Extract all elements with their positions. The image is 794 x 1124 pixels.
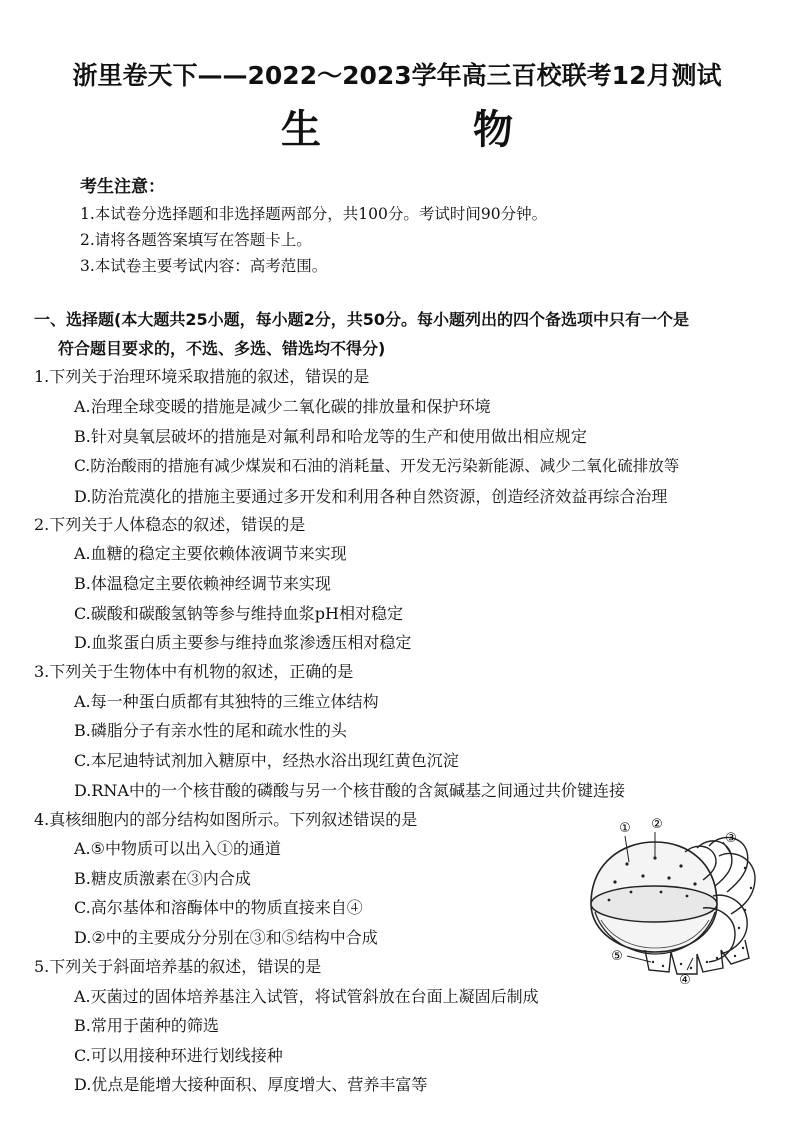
option: D.血浆蛋白质主要参与维持血浆渗透压相对稳定 xyxy=(74,633,412,652)
option: B.常用于菌种的筛选 xyxy=(74,1016,219,1035)
question-stem: 1.下列关于治理环境采取措施的叙述，错误的是 xyxy=(34,367,370,386)
figure-label-2: ② xyxy=(651,817,663,832)
option: A.血糖的稳定主要依赖体液调节来实现 xyxy=(74,544,347,563)
question-stem: 2.下列关于人体稳态的叙述，错误的是 xyxy=(34,515,306,534)
cell-structure-figure xyxy=(585,812,765,990)
notice-item: 3.本试卷主要考试内容：高考范围。 xyxy=(80,257,328,275)
section-heading-cont: 符合题目要求的，不选、多选、错选均不得分) xyxy=(58,339,386,358)
option: A.每一种蛋白质都有其独特的三维立体结构 xyxy=(74,692,379,711)
exam-title: 浙里卷天下——2022～2023学年高三百校联考12月测试 xyxy=(72,61,722,90)
option: D.防治荒漠化的措施主要通过多开发和利用各种自然资源，创造经济效益再综合治理 xyxy=(74,487,668,506)
option: D.RNA中的一个核苷酸的磷酸与另一个核苷酸的含氮碱基之间通过共价键连接 xyxy=(74,781,625,800)
question-stem: 5.下列关于斜面培养基的叙述，错误的是 xyxy=(34,957,322,976)
option: D.优点是能增大接种面积、厚度增大、营养丰富等 xyxy=(74,1075,428,1094)
nucleus-drawing xyxy=(591,842,717,954)
option: C.防治酸雨的措施有减少煤炭和石油的消耗量、开发无污染新能源、减少二氧化硫排放等 xyxy=(74,457,680,475)
figure-label-1: ① xyxy=(619,821,631,836)
option: C.本尼迪特试剂加入糖原中，经热水浴出现红黄色沉淀 xyxy=(74,751,459,770)
option: B.糖皮质激素在③内合成 xyxy=(74,869,251,888)
figure-label-3: ③ xyxy=(725,831,737,846)
option: C.可以用接种环进行划线接种 xyxy=(74,1046,283,1065)
option: B.针对臭氧层破坏的措施是对氟利昂和哈龙等的生产和使用做出相应规定 xyxy=(74,427,587,446)
figure-label-4: ④ xyxy=(679,973,691,988)
option: C.高尔基体和溶酶体中的物质直接来自④ xyxy=(74,898,363,917)
option: B.磷脂分子有亲水性的尾和疏水性的头 xyxy=(74,721,347,740)
notice-item: 1.本试卷分选择题和非选择题两部分，共100分。考试时间90分钟。 xyxy=(80,205,548,223)
figure-label-5: ⑤ xyxy=(611,949,623,964)
section-heading: 一、选择题(本大题共25小题，每小题2分，共50分。每小题列出的四个备选项中只有一个是 xyxy=(34,310,689,329)
option: A.灭菌过的固体培养基注入试管，将试管斜放在台面上凝固后制成 xyxy=(74,987,539,1006)
notice-item: 2.请将各题答案填写在答题卡上。 xyxy=(80,231,312,249)
option: C.碳酸和碳酸氢钠等参与维持血浆pH相对稳定 xyxy=(74,604,403,623)
notice-heading: 考生注意： xyxy=(80,177,165,197)
subject-title: 生 物 xyxy=(281,107,569,153)
question-stem: 3.下列关于生物体中有机物的叙述，正确的是 xyxy=(34,662,354,681)
option: A.⑤中物质可以出入①的通道 xyxy=(74,839,281,858)
option: D.②中的主要成分分别在③和⑤结构中合成 xyxy=(74,928,378,947)
option: A.治理全球变暖的措施是减少二氧化碳的排放量和保护环境 xyxy=(74,397,491,416)
option: B.体温稳定主要依赖神经调节来实现 xyxy=(74,574,331,593)
question-stem: 4.真核细胞内的部分结构如图所示。下列叙述错误的是 xyxy=(34,810,418,829)
